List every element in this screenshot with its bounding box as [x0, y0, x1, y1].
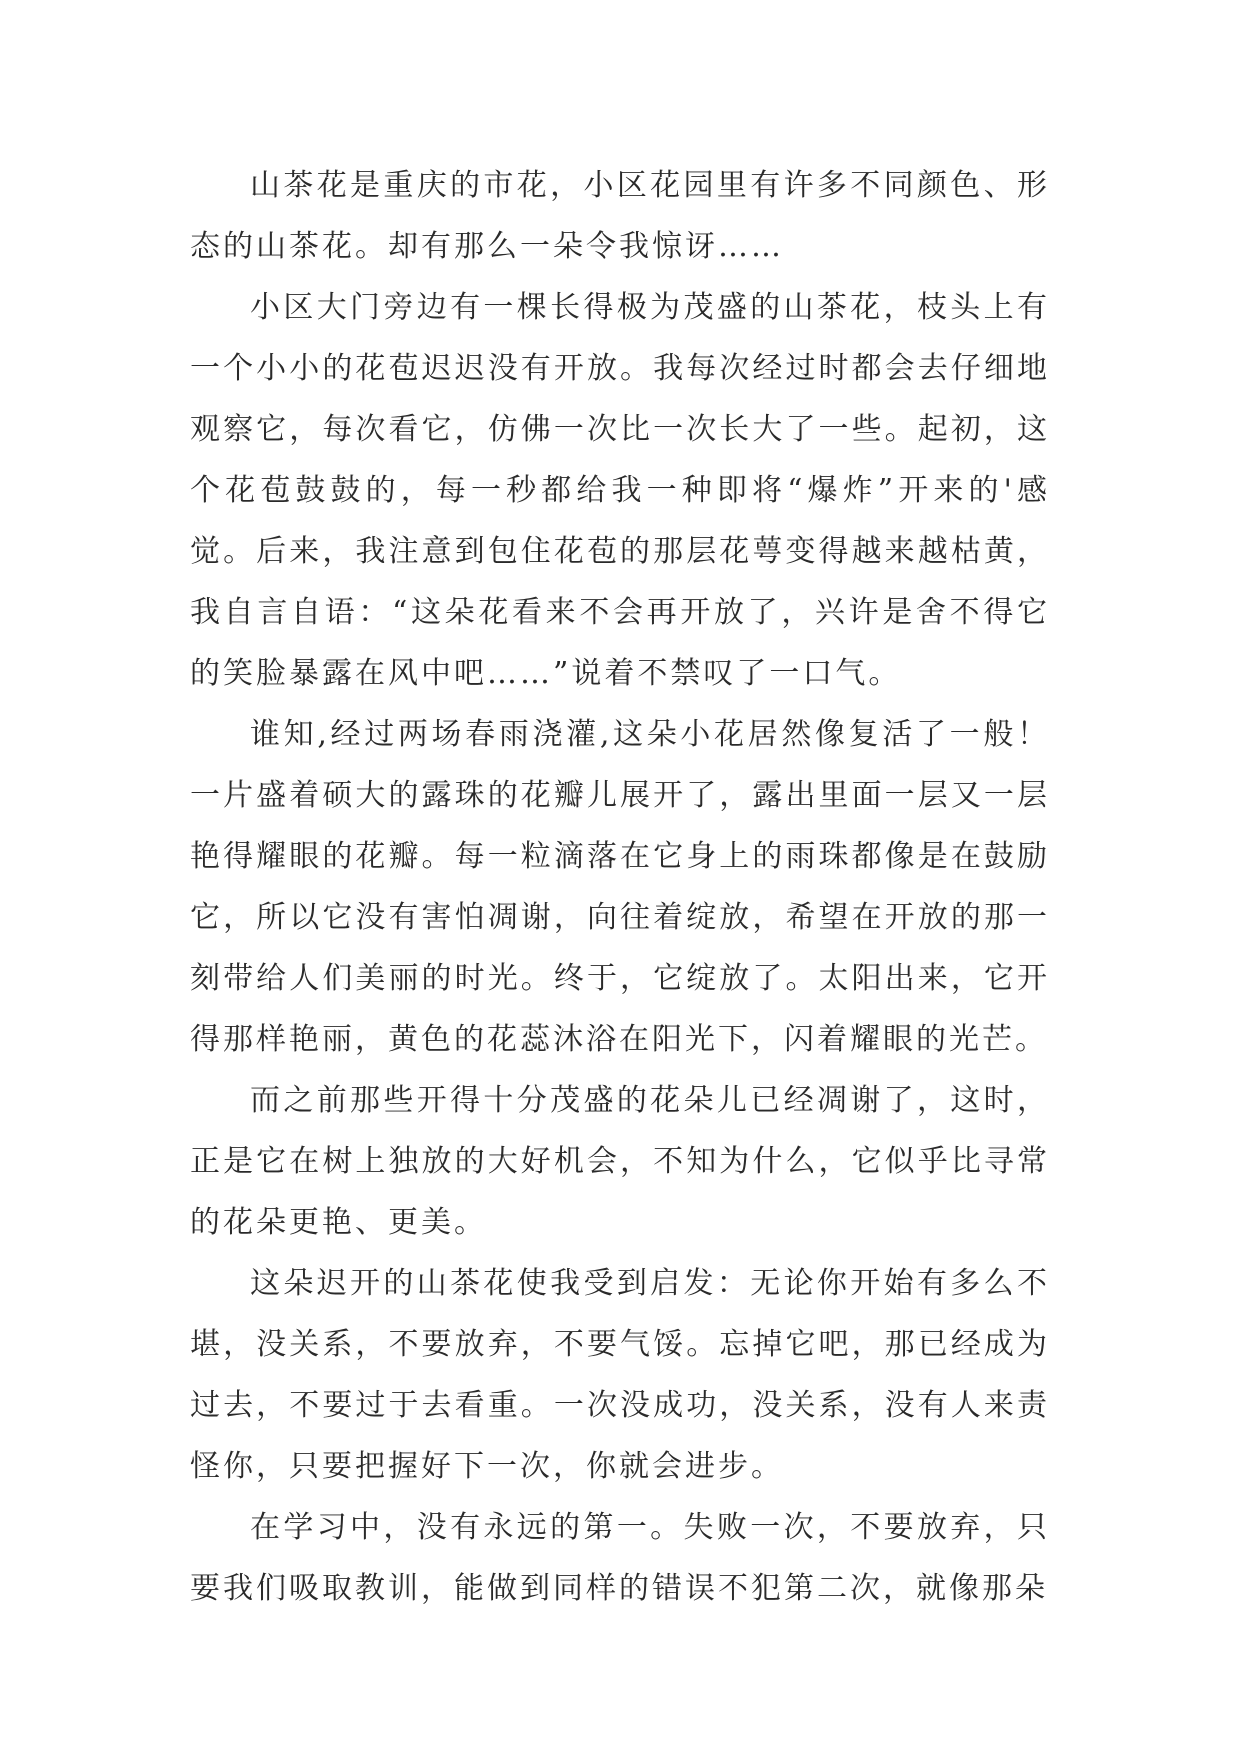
paragraph-2: 小区大门旁边有一棵长得极为茂盛的山茶花，枝头上有一个小小的花苞迟迟没有开放。我每次经过时都会去仔细地观察它，每次看它，仿佛一次比一次长大了一些。起初，这个花苞鼓鼓的，每一秒都给我一种即将“爆炸”开来的'感觉。后来，我注意到包住花苞的那层花萼变得越来越枯黄，我自言自语：“这朵花看来不会再开放了，兴许是舍不得它的笑脸暴露在风中吧……”说着不禁叹了一口气。	[190, 290, 1050, 691]
paragraph-5: 这朵迟开的山茶花使我受到启发：无论你开始有多么不堪，没关系，不要放弃，不要气馁。忘掉它吧，那已经成为过去，不要过于去看重。一次没成功，没关系，没有人来责怪你，只要把握好下一次，你就会进步。	[190, 1266, 1050, 1484]
paragraph-1: 山茶花是重庆的市花，小区花园里有许多不同颜色、形态的山茶花。却有那么一朵令我惊讶……	[190, 168, 1050, 264]
paragraph-3: 谁知,经过两场春雨浇灌,这朵小花居然像复活了一般！一片盛着硕大的露珠的花瓣儿展开了，露出里面一层又一层艳得耀眼的花瓣。每一粒滴落在它身上的雨珠都像是在鼓励它，所以它没有害怕凋谢，向往着绽放，希望在开放的那一刻带给人们美丽的时光。终于，它绽放了。太阳出来，它开得那样艳丽，黄色的花蕊沐浴在阳光下，闪着耀眼的光芒。	[190, 717, 1050, 1057]
paragraph-4: 而之前那些开得十分茂盛的花朵儿已经凋谢了，这时，正是它在树上独放的大好机会，不知为什么，它似乎比寻常的花朵更艳、更美。	[190, 1083, 1050, 1240]
paragraph-6: 在学习中，没有永远的第一。失败一次，不要放弃，只要我们吸取教训，能做到同样的错误不犯第二次，就像那朵	[190, 1510, 1050, 1606]
document-body	[190, 155, 1050, 1619]
